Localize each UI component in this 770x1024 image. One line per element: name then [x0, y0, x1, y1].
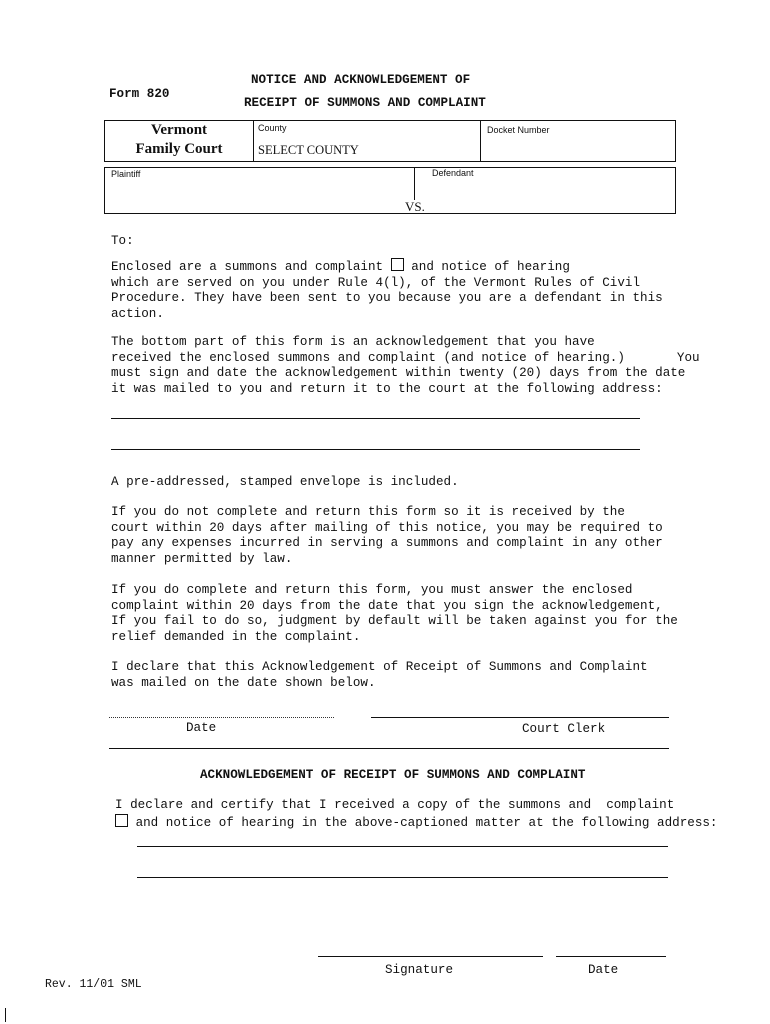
- p5-line4: relief demanded in the complaint.: [111, 629, 361, 644]
- defendant-label: Defendant: [432, 168, 474, 178]
- to-label: To:: [111, 234, 134, 248]
- county-label: County: [258, 123, 287, 133]
- court-name-line1: Vermont: [150, 122, 208, 138]
- p4-line4: manner permitted by law.: [111, 551, 293, 566]
- court-box-divider-2: [480, 120, 481, 161]
- county-select[interactable]: SELECT COUNTY: [258, 143, 359, 157]
- paragraph-enclosed: [111, 258, 663, 322]
- return-address-line-1[interactable]: [111, 418, 640, 419]
- parties-box: [104, 167, 676, 214]
- p6-line2: was mailed on the date shown below.: [111, 675, 376, 690]
- ack-date-label: Date: [588, 963, 619, 977]
- paragraph-envelope: A pre-addressed, stamped envelope is included.: [111, 475, 459, 489]
- ack-address-line-2[interactable]: [137, 877, 668, 878]
- p2-line2: received the enclosed summons and complaint (and notice of hearing.): [111, 350, 625, 365]
- ack-line2: and notice of hearing in the above-captioned matter at the following address:: [135, 815, 718, 830]
- court-name-line2: Family Court: [135, 141, 223, 157]
- plaintiff-label: Plaintiff: [111, 169, 141, 179]
- revision-note: Rev. 11/01 SML: [45, 978, 142, 991]
- ack-address-line-1[interactable]: [137, 846, 668, 847]
- ack-line1: I declare and certify that I received a copy of the summons and complaint: [115, 798, 675, 812]
- acknowledgement-title: ACKNOWLEDGEMENT OF RECEIPT OF SUMMONS AND COMPLAINT: [200, 768, 586, 782]
- court-clerk-signature-line[interactable]: [371, 717, 669, 718]
- court-name: [104, 121, 254, 159]
- p1-line2: which are served on you under Rule 4(l), of the Vermont Rules of Civil: [111, 275, 641, 290]
- defendant-date-line[interactable]: [556, 956, 666, 957]
- p1-line1b: and notice of hearing: [411, 260, 570, 274]
- signature-label: Signature: [385, 963, 454, 977]
- parties-divider: [414, 167, 415, 200]
- docket-number-label: Docket Number: [487, 125, 550, 135]
- page-title-line1: NOTICE AND ACKNOWLEDGEMENT OF: [251, 73, 471, 87]
- court-clerk-label: Court Clerk: [522, 722, 606, 736]
- section-separator: [109, 748, 669, 749]
- notice-of-hearing-checkbox[interactable]: [391, 258, 404, 271]
- p1-line1a: Enclosed are a summons and complaint: [111, 260, 384, 274]
- defendant-signature-line[interactable]: [318, 956, 543, 957]
- p5-line3: If you fail to do so, judgment by default will be taken against you for the: [111, 614, 678, 628]
- p4-line1: If you do not complete and return this form so it is received by the: [111, 505, 625, 519]
- p2-line4: it was mailed to you and return it to the court at the following address:: [111, 381, 663, 396]
- p1-line3: Procedure. They have been sent to you because you are a defendant in this: [111, 291, 663, 305]
- p2-line3: must sign and date the acknowledgement within twenty (20) days from the date: [111, 366, 686, 380]
- return-address-line-2[interactable]: [111, 449, 640, 450]
- page-title-line2: RECEIPT OF SUMMONS AND COMPLAINT: [244, 96, 486, 110]
- paragraph-expenses: [111, 505, 663, 567]
- paragraph-answer: [111, 583, 678, 645]
- docket-number-field[interactable]: [487, 140, 667, 158]
- p6-line1: I declare that this Acknowledgement of Receipt of Summons and Complaint: [111, 660, 648, 674]
- p5-line2: complaint within 20 days from the date that you sign the acknowledgement,: [111, 598, 663, 613]
- p5-line1: If you do complete and return this form, you must answer the enclosed: [111, 583, 633, 597]
- acknowledgement-statement: [115, 798, 718, 831]
- paragraph-acknowledgement-info: [111, 335, 700, 397]
- p2-line2-you: You: [676, 350, 700, 365]
- versus-label: VS.: [405, 199, 425, 214]
- mailing-date-label: Date: [186, 721, 217, 735]
- p2-line1: The bottom part of this form is an acknowledgement that you have: [111, 335, 595, 349]
- p1-line4: action.: [111, 306, 164, 321]
- page-edge-mark: [5, 1008, 6, 1022]
- form-number: Form 820: [109, 87, 170, 101]
- mailing-date-line[interactable]: [109, 717, 334, 718]
- ack-notice-of-hearing-checkbox[interactable]: [115, 814, 128, 827]
- paragraph-declaration: [111, 660, 648, 691]
- p4-line3: pay any expenses incurred in serving a summons and complaint in any other: [111, 536, 663, 550]
- p4-line2: court within 20 days after mailing of this notice, you may be required to: [111, 520, 663, 535]
